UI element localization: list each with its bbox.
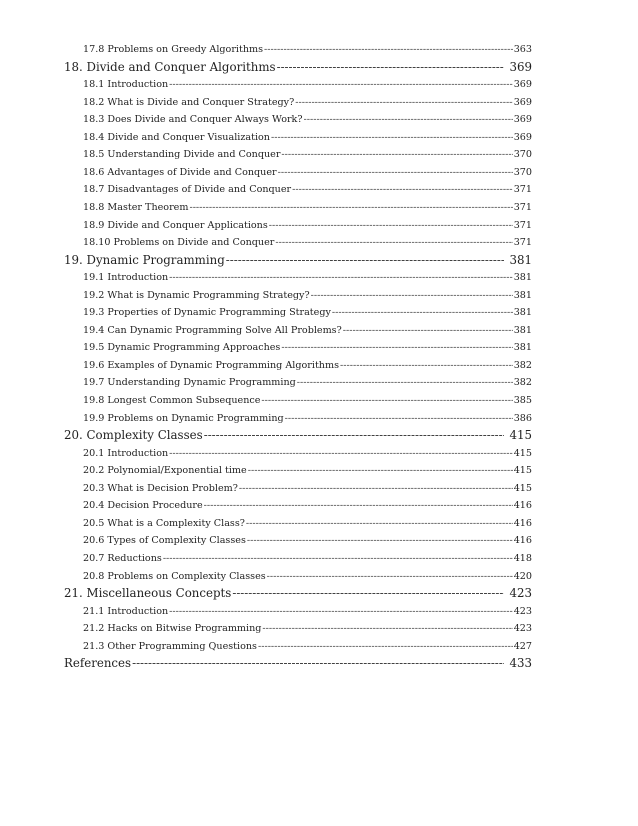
toc-dot-leader <box>247 535 513 546</box>
toc-section-entry[interactable] <box>83 448 532 462</box>
toc-section-entry[interactable] <box>83 97 532 111</box>
toc-page-number: 427 <box>513 640 532 652</box>
toc-section-entry[interactable] <box>83 623 532 637</box>
toc-dot-leader <box>271 132 513 143</box>
toc-section-entry[interactable] <box>83 237 532 251</box>
toc-page-number: 423 <box>513 623 532 635</box>
toc-section-entry[interactable] <box>83 518 532 532</box>
toc-page-number: 370 <box>513 166 532 178</box>
toc-dot-leader <box>204 428 505 442</box>
toc-references-entry[interactable] <box>64 656 532 672</box>
toc-entry-title: 19.5 Dynamic Programming Approaches <box>83 342 281 354</box>
toc-page-number: 415 <box>513 482 532 494</box>
toc-dot-leader <box>277 60 505 74</box>
toc-dot-leader <box>278 167 513 178</box>
toc-dot-leader <box>275 237 512 248</box>
toc-section-entry[interactable] <box>83 44 532 58</box>
toc-entry-title: 18.2 What is Divide and Conquer Strategy? <box>83 96 295 108</box>
toc-entry-title: 18.7 Disadvantages of Divide and Conquer <box>83 184 292 196</box>
toc-page-number: 370 <box>513 149 532 161</box>
toc-dot-leader <box>281 149 512 160</box>
toc-page-number: 382 <box>513 359 532 371</box>
toc-section-entry[interactable] <box>83 79 532 93</box>
toc-page-number: 369 <box>513 79 532 91</box>
toc-entry-title: 21.3 Other Programming Questions <box>83 640 257 652</box>
toc-page-number: 415 <box>513 447 532 459</box>
toc-dot-leader <box>269 220 513 231</box>
toc-entry-title: 18.1 Introduction <box>83 79 169 91</box>
toc-entry-title: 18.3 Does Divide and Conquer Always Work? <box>83 114 303 126</box>
toc-entry-title: 20.8 Problems on Complexity Classes <box>83 570 266 582</box>
toc-page-number: 385 <box>513 395 532 406</box>
toc-entry-title: 19.2 What is Dynamic Programming Strategy? <box>83 289 310 301</box>
toc-page-number: 420 <box>513 570 532 582</box>
toc-entry-title: 21. Miscellaneous Concepts <box>64 586 232 601</box>
toc-section-entry[interactable] <box>83 325 532 339</box>
toc-entry-title: 20.1 Introduction <box>83 447 169 459</box>
toc-dot-leader <box>169 606 513 617</box>
toc-page-number: 371 <box>513 219 532 231</box>
toc-entry-title: 20.6 Types of Complexity Classes <box>83 535 246 547</box>
toc-chapter-entry[interactable] <box>64 60 532 76</box>
toc-page-number: 381 <box>513 272 532 284</box>
toc-section-entry[interactable] <box>83 535 532 549</box>
toc-dot-leader <box>226 253 505 267</box>
toc-chapter-entry[interactable] <box>64 586 532 602</box>
toc-section-entry[interactable] <box>83 149 532 163</box>
toc-page-number: 371 <box>513 184 532 196</box>
toc-entry-title: 19.6 Examples of Dynamic Programming Algorithms <box>83 359 339 371</box>
toc-page-number: 423 <box>513 605 532 617</box>
toc-section-entry[interactable] <box>83 465 532 479</box>
toc-entry-title: 18.10 Problems on Divide and Conquer <box>83 237 275 249</box>
toc-entry-title: 20.5 What is a Complexity Class? <box>83 517 245 529</box>
toc-dot-leader <box>295 97 512 108</box>
toc-section-entry[interactable] <box>83 606 532 620</box>
toc-page-number: 418 <box>513 552 532 564</box>
toc-section-entry[interactable] <box>83 290 532 304</box>
toc-chapter-entry[interactable] <box>64 428 532 444</box>
toc-section-entry[interactable] <box>83 167 532 181</box>
toc-entry-title: 18.8 Master Theorem <box>83 201 189 213</box>
toc-section-entry[interactable] <box>83 202 532 216</box>
toc-dot-leader <box>261 395 512 406</box>
toc-section-entry[interactable] <box>83 641 532 655</box>
toc-entry-title: 19.3 Properties of Dynamic Programming Strategy <box>83 307 331 319</box>
toc-section-entry[interactable] <box>83 114 532 128</box>
toc-dot-leader <box>311 290 513 301</box>
toc-dot-leader <box>292 184 513 195</box>
toc-section-entry[interactable] <box>83 360 532 374</box>
toc-dot-leader <box>343 325 513 336</box>
toc-entry-title: 18.9 Divide and Conquer Applications <box>83 219 268 231</box>
toc-entry-title: 19. Dynamic Programming <box>64 252 225 267</box>
toc-entry-title: 19.9 Problems on Dynamic Programming <box>83 412 284 424</box>
toc-dot-leader <box>132 656 504 670</box>
toc-entry-title: 17.8 Problems on Greedy Algorithms <box>83 44 264 55</box>
toc-entry-title: 20.3 What is Decision Problem? <box>83 482 238 494</box>
toc-page-number: 433 <box>509 656 532 671</box>
toc-entry-title: 20.7 Reductions <box>83 552 162 564</box>
toc-dot-leader <box>169 272 513 283</box>
toc-dot-leader <box>297 377 513 388</box>
toc-page-number: 369 <box>513 114 532 126</box>
toc-page-number: 382 <box>513 377 532 389</box>
toc-section-entry[interactable] <box>83 413 532 427</box>
toc-section-entry[interactable] <box>83 132 532 146</box>
toc-page-number: 369 <box>513 131 532 143</box>
toc-page-number: 371 <box>513 237 532 249</box>
toc-page-number: 381 <box>509 252 532 267</box>
toc-chapter-entry[interactable] <box>64 253 532 269</box>
toc-page-number: 415 <box>513 465 532 477</box>
toc-entry-title: 18.5 Understanding Divide and Conquer <box>83 149 281 161</box>
toc-entry-title: 20.4 Decision Procedure <box>83 500 203 512</box>
toc-dot-leader <box>340 360 513 371</box>
toc-dot-leader <box>267 571 513 582</box>
toc-page-number: 369 <box>513 96 532 108</box>
toc-dot-leader <box>262 623 512 634</box>
toc-entry-title: 18.6 Advantages of Divide and Conquer <box>83 166 277 178</box>
toc-section-entry[interactable] <box>83 377 532 391</box>
toc-entry-title: 20.2 Polynomial/Exponential time <box>83 465 247 477</box>
toc-page-number: 381 <box>513 289 532 301</box>
toc-dot-leader <box>169 448 513 459</box>
toc-entry-title: 19.4 Can Dynamic Programming Solve All Problems? <box>83 324 342 336</box>
toc-page-number: 369 <box>509 59 532 74</box>
toc-page-number: 381 <box>513 324 532 336</box>
toc-page-number: 363 <box>513 44 532 55</box>
toc-page-number: 381 <box>513 307 532 319</box>
toc-entry-title: 18.4 Divide and Conquer Visualization <box>83 131 270 143</box>
toc-section-entry[interactable] <box>83 553 532 567</box>
toc-entry-title: 19.8 Longest Common Subsequence <box>83 395 261 406</box>
toc-dot-leader <box>332 307 513 318</box>
toc-page-number: 386 <box>513 412 532 424</box>
toc-page-number: 423 <box>509 586 532 601</box>
toc-dot-leader <box>248 465 513 476</box>
toc-section-entry[interactable] <box>83 307 532 321</box>
toc-page-number: 381 <box>513 342 532 354</box>
toc-page-number: 416 <box>513 517 532 529</box>
toc-dot-leader <box>232 586 504 600</box>
toc-page-number: 416 <box>513 535 532 547</box>
toc-page-number: 415 <box>509 428 532 443</box>
toc-entry-title: 21.1 Introduction <box>83 605 169 617</box>
toc-section-entry[interactable] <box>83 500 532 514</box>
toc-dot-leader <box>285 413 513 424</box>
toc-dot-leader <box>246 518 513 529</box>
toc-entry-title: 21.2 Hacks on Bitwise Programming <box>83 623 262 635</box>
toc-entry-title: 18. Divide and Conquer Algorithms <box>64 59 276 74</box>
toc-entry-title: References <box>64 656 132 671</box>
toc-entry-title: 19.1 Introduction <box>83 272 169 284</box>
toc-dot-leader <box>281 342 512 353</box>
toc-dot-leader <box>204 500 513 511</box>
toc-section-entry[interactable] <box>83 220 532 234</box>
toc-dot-leader <box>304 114 513 125</box>
toc-dot-leader <box>169 79 513 90</box>
toc-dot-leader <box>239 483 513 494</box>
toc-section-entry[interactable] <box>83 483 532 497</box>
toc-entry-title: 20. Complexity Classes <box>64 428 203 443</box>
toc-section-entry[interactable] <box>83 184 532 198</box>
toc-dot-leader <box>189 202 512 213</box>
toc-dot-leader <box>258 641 513 652</box>
toc-section-entry[interactable] <box>83 395 532 409</box>
toc-section-entry[interactable] <box>83 571 532 585</box>
toc-section-entry[interactable] <box>83 342 532 356</box>
toc-section-entry[interactable] <box>83 272 532 286</box>
toc-dot-leader <box>163 553 513 564</box>
toc-entry-title: 19.7 Understanding Dynamic Programming <box>83 377 296 389</box>
toc-page-number: 416 <box>513 500 532 512</box>
toc-dot-leader <box>264 44 513 55</box>
toc-page-number: 371 <box>513 201 532 213</box>
